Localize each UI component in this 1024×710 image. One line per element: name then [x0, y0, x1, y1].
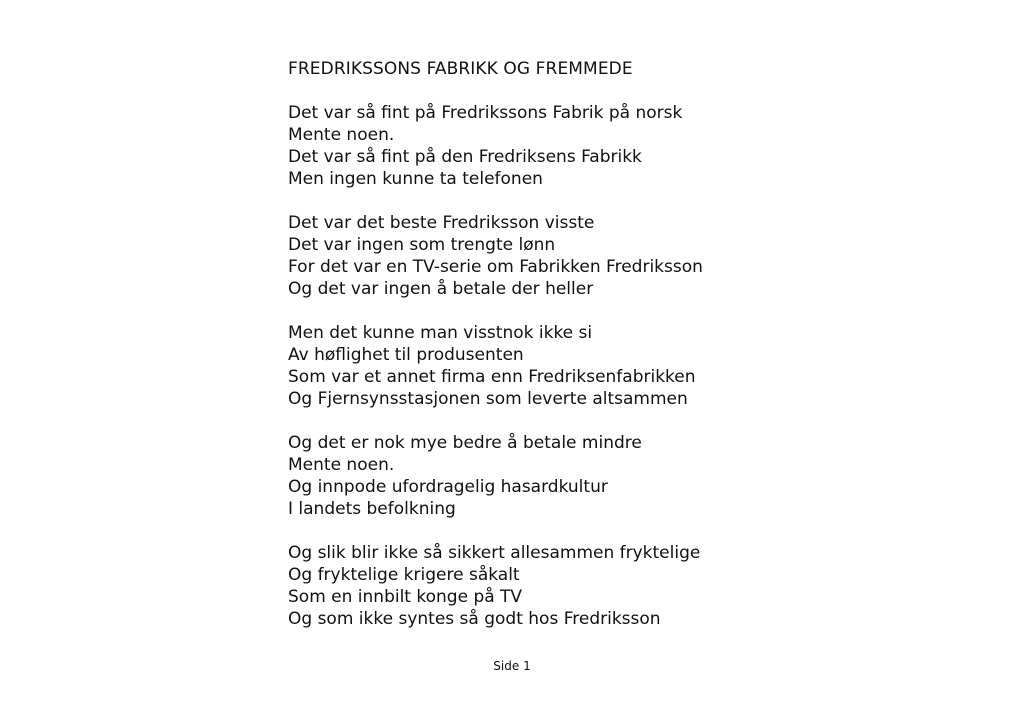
poem-line: Men ingen kunne ta telefonen: [288, 169, 543, 189]
poem-line: Det var ingen som trengte lønn: [288, 235, 556, 255]
stanza-4: [288, 432, 848, 520]
stanza-1: [288, 102, 848, 190]
stanza-3: [288, 322, 848, 410]
poem-line: Det var det beste Fredriksson visste: [288, 213, 595, 233]
page-number: Side 1: [493, 659, 531, 673]
poem-line: Men det kunne man visstnok ikke si: [288, 323, 593, 343]
stanza-5: [288, 542, 848, 630]
poem-line: Det var så fint på den Fredriksens Fabrikk: [288, 147, 642, 167]
poem-line: Og som ikke syntes så godt hos Fredriksson: [288, 609, 661, 629]
poem-line: Og innpode ufordragelig hasardkultur: [288, 477, 608, 497]
poem-line: Og det var ingen å betale der heller: [288, 279, 594, 299]
poem-line: Og Fjernsynsstasjonen som leverte altsammen: [288, 389, 688, 409]
poem-line: Mente noen.: [288, 455, 395, 475]
poem-line: Det var så fint på Fredrikssons Fabrik på norsk: [288, 103, 683, 123]
poem-line: I landets befolkning: [288, 499, 456, 519]
poem-line: Som en innbilt konge på TV: [288, 587, 523, 607]
poem: [288, 58, 848, 630]
poem-line: Som var et annet firma enn Fredriksenfabrikken: [288, 367, 696, 387]
poem-line: Og fryktelige krigere såkalt: [288, 565, 520, 585]
stanza-2: [288, 212, 848, 300]
poem-line: Mente noen.: [288, 125, 395, 145]
poem-line: For det var en TV-serie om Fabrikken Fredriksson: [288, 257, 703, 277]
poem-title: FREDRIKSSONS FABRIKK OG FREMMEDE: [288, 59, 633, 79]
poem-line: Og det er nok mye bedre å betale mindre: [288, 433, 642, 453]
poem-line: Og slik blir ikke så sikkert allesammen fryktelige: [288, 543, 701, 563]
poem-line: Av høflighet til produsenten: [288, 345, 524, 365]
